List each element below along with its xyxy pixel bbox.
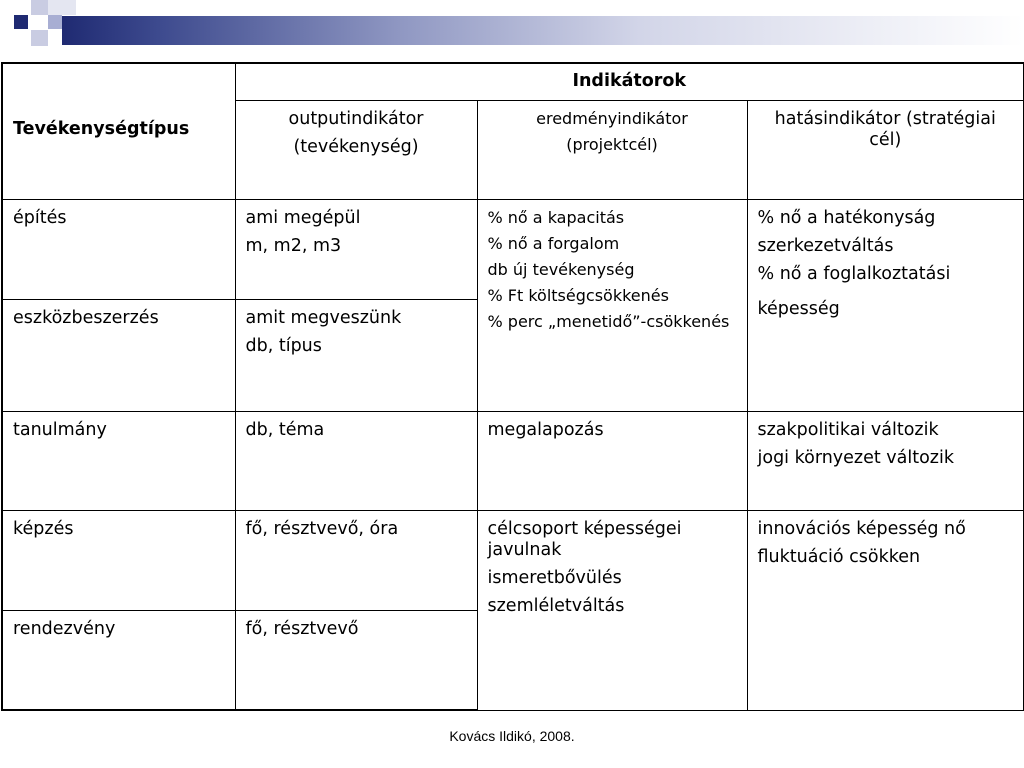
result-line: % nő a forgalom <box>487 233 620 253</box>
row-result-cell <box>477 411 747 510</box>
output-line: ami megépül <box>245 207 361 228</box>
row-type-cell: eszközbeszerzés <box>2 299 235 411</box>
result-line: % perc „menetidő”-csökkenés <box>487 312 730 332</box>
impact-line: innovációs képesség nő <box>757 518 966 539</box>
row-impact-cell <box>747 411 1024 510</box>
row-type-cell: tanulmány <box>2 411 235 510</box>
header-square-3 <box>48 15 62 29</box>
header-result-line1: eredményindikátor <box>536 108 688 128</box>
result-line: ismeretbővülés <box>487 567 622 588</box>
header-result-line2: (projektcél) <box>566 134 658 154</box>
output-line: m, m2, m3 <box>245 235 342 256</box>
header-output-line1: outputindikátor <box>288 108 424 129</box>
merged-result-cell-1 <box>477 199 747 411</box>
header-output-indicator <box>235 100 477 199</box>
impact-line: % nő a hatékonyság <box>757 207 936 228</box>
header-square-1 <box>14 15 28 29</box>
impact-line: képesség <box>757 298 840 319</box>
header-activity-type: Tevékenységtípus <box>2 63 235 199</box>
impact-line: szerkezetváltás <box>757 235 894 256</box>
impact-line: fluktuáció csökken <box>757 546 921 567</box>
result-line: db új tevékenység <box>487 259 635 279</box>
result-line: megalapozás <box>487 419 604 440</box>
table-row <box>2 199 1024 299</box>
header-square-5 <box>48 0 76 15</box>
footer-credit: Kovács Ildikó, 2008. <box>449 728 575 744</box>
indicator-table <box>1 62 1024 711</box>
header-result-indicator <box>477 100 747 199</box>
result-line: % Ft költségcsökkenés <box>487 286 669 306</box>
output-line: fő, résztvevő <box>245 618 359 639</box>
merged-impact-cell-1 <box>747 199 1024 411</box>
row-output-cell <box>235 411 477 510</box>
result-line: célcsoport képességei javulnak <box>487 518 682 560</box>
output-line: db, típus <box>245 335 322 356</box>
table-row <box>2 411 1024 510</box>
result-line: % nő a kapacitás <box>487 207 625 227</box>
header-gradient-bar <box>62 16 1024 45</box>
merged-impact-cell-2 <box>747 510 1024 710</box>
output-line: fő, résztvevő, óra <box>245 518 399 539</box>
header-impact-line1: hatásindikátor (stratégiai cél) <box>774 108 996 150</box>
header-square-2 <box>31 0 48 15</box>
merged-result-cell-2 <box>477 510 747 710</box>
header-square-4 <box>31 30 48 46</box>
output-line: amit megveszünk <box>245 307 402 328</box>
row-output-cell <box>235 610 477 710</box>
result-line: szemléletváltás <box>487 595 625 616</box>
header-output-line2: (tevékenység) <box>293 136 419 157</box>
impact-line: % nő a foglalkoztatási <box>757 263 951 284</box>
table-row <box>2 510 1024 610</box>
row-output-cell <box>235 510 477 610</box>
header-indicators: Indikátorok <box>235 63 1024 100</box>
output-line: db, téma <box>245 419 325 440</box>
row-type-cell: rendezvény <box>2 610 235 710</box>
row-type-cell: építés <box>2 199 235 299</box>
row-type-cell: képzés <box>2 510 235 610</box>
impact-line: jogi környezet változik <box>757 447 954 468</box>
impact-line: szakpolitikai változik <box>757 419 939 440</box>
row-output-cell <box>235 199 477 299</box>
header-impact-indicator <box>747 100 1024 199</box>
row-output-cell <box>235 299 477 411</box>
